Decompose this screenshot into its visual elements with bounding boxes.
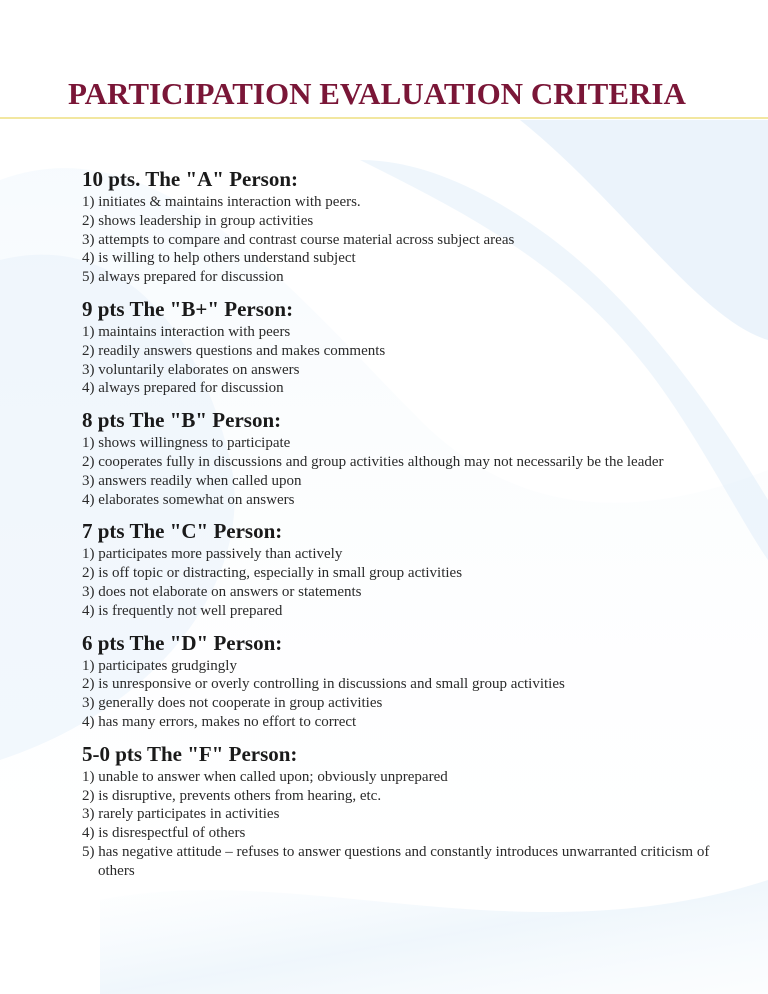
criteria-item: 3) attempts to compare and contrast course material across subject areas: [82, 231, 515, 248]
criteria-item: 2) is unresponsive or overly controlling in discussions and small group activities: [82, 676, 565, 693]
criteria-item: 3) voluntarily elaborates on answers: [82, 361, 300, 378]
title-underline-rule: [0, 117, 768, 119]
criteria-item: 4) is willing to help others understand subject: [82, 250, 356, 267]
section-c-person: [82, 518, 722, 620]
criteria-item: 2) is disruptive, prevents others from hearing, etc.: [82, 787, 382, 804]
page-title: PARTICIPATION EVALUATION CRITERIA: [68, 76, 686, 111]
criteria-content: [82, 166, 722, 890]
criteria-item: 4) is frequently not well prepared: [82, 602, 283, 619]
criteria-item: 5) has negative attitude – refuses to answer questions and constantly introduces unwarranted criticism of others: [82, 843, 710, 879]
section-d-person: [82, 630, 722, 732]
criteria-item: 5) always prepared for discussion: [82, 269, 284, 286]
criteria-item: 3) generally does not cooperate in group activities: [82, 695, 383, 712]
criteria-item: 4) always prepared for discussion: [82, 380, 284, 397]
criteria-item: 2) is off topic or distracting, especially in small group activities: [82, 565, 463, 582]
criteria-item: 1) shows willingness to participate: [82, 435, 291, 452]
section-heading: 8 pts The "B" Person:: [82, 408, 282, 433]
criteria-item: 3) does not elaborate on answers or statements: [82, 583, 362, 600]
section-heading: 5-0 pts The "F" Person:: [82, 741, 298, 766]
criteria-list: [82, 545, 722, 620]
section-heading: 7 pts The "C" Person:: [82, 519, 283, 544]
section-a-person: [82, 166, 722, 287]
criteria-item: 3) rarely participates in activities: [82, 806, 280, 823]
criteria-item: 2) shows leadership in group activities: [82, 212, 314, 229]
criteria-item: 4) elaborates somewhat on answers: [82, 491, 295, 508]
criteria-list: [82, 323, 722, 398]
criteria-item: 2) cooperates fully in discussions and group activities although may not necessarily be the leader: [82, 453, 664, 470]
criteria-item: 1) participates more passively than actively: [82, 546, 343, 563]
criteria-item: 4) is disrespectful of others: [82, 825, 246, 842]
criteria-list: [82, 193, 722, 287]
criteria-list: [82, 657, 722, 732]
criteria-item: 1) maintains interaction with peers: [82, 323, 291, 340]
criteria-list: [82, 768, 722, 881]
criteria-item: 2) readily answers questions and makes comments: [82, 342, 386, 359]
criteria-item: 1) participates grudgingly: [82, 657, 237, 674]
criteria-item: 1) unable to answer when called upon; obviously unprepared: [82, 768, 448, 785]
section-heading: 6 pts The "D" Person:: [82, 630, 283, 655]
section-b-plus-person: [82, 296, 722, 398]
section-heading: 10 pts. The "A" Person:: [82, 167, 299, 191]
criteria-item: 1) initiates & maintains interaction with peers.: [82, 194, 361, 210]
section-heading: 9 pts The "B+" Person:: [82, 296, 294, 321]
criteria-list: [82, 434, 722, 509]
section-b-person: [82, 407, 722, 509]
criteria-item: 4) has many errors, makes no effort to correct: [82, 713, 357, 730]
section-f-person: [82, 741, 722, 881]
criteria-item: 3) answers readily when called upon: [82, 472, 302, 489]
